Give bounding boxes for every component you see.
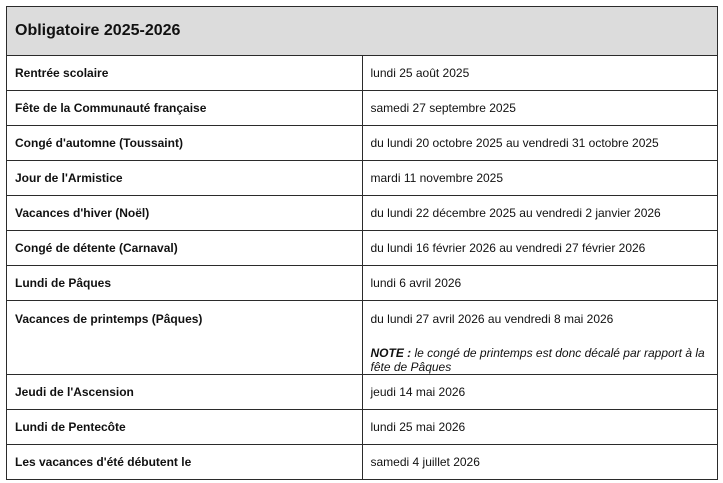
row-label: Vacances d'hiver (Noël) xyxy=(7,196,363,231)
table-row xyxy=(7,126,718,161)
table-row xyxy=(7,301,718,375)
table-row xyxy=(7,161,718,196)
note-text: le congé de printemps est donc décalé par rapport à la fête de Pâques xyxy=(370,346,705,374)
row-value: lundi 6 avril 2026 xyxy=(362,266,718,301)
row-label: Lundi de Pâques xyxy=(7,266,363,301)
row-value: du lundi 16 février 2026 au vendredi 27 février 2026 xyxy=(362,231,718,266)
table-row xyxy=(7,91,718,126)
row-value: jeudi 14 mai 2026 xyxy=(362,375,718,410)
row-label: Les vacances d'été débutent le xyxy=(7,445,363,480)
table-row xyxy=(7,445,718,480)
row-label: Jeudi de l'Ascension xyxy=(7,375,363,410)
row-label: Congé de détente (Carnaval) xyxy=(7,231,363,266)
row-value: lundi 25 août 2025 xyxy=(362,56,718,91)
row-value: mardi 11 novembre 2025 xyxy=(362,161,718,196)
table-row xyxy=(7,410,718,445)
row-label: Fête de la Communauté française xyxy=(7,91,363,126)
row-value: du lundi 22 décembre 2025 au vendredi 2 janvier 2026 xyxy=(362,196,718,231)
row-value: lundi 25 mai 2026 xyxy=(362,410,718,445)
row-label: Lundi de Pentecôte xyxy=(7,410,363,445)
table-header-row xyxy=(7,7,718,56)
calendar-table xyxy=(6,6,718,480)
table-row xyxy=(7,56,718,91)
row-value: samedi 4 juillet 2026 xyxy=(362,445,718,480)
row-value: samedi 27 septembre 2025 xyxy=(362,91,718,126)
table-row xyxy=(7,375,718,410)
row-value: du lundi 27 avril 2026 au vendredi 8 mai 2026 xyxy=(370,312,614,326)
row-label: Rentrée scolaire xyxy=(7,56,363,91)
table-row xyxy=(7,231,718,266)
row-label: Congé d'automne (Toussaint) xyxy=(7,126,363,161)
row-value: du lundi 20 octobre 2025 au vendredi 31 octobre 2025 xyxy=(362,126,718,161)
table-row xyxy=(7,266,718,301)
table-title: Obligatoire 2025-2026 xyxy=(7,7,718,56)
note-label: NOTE : xyxy=(370,346,412,360)
row-value-cell xyxy=(362,301,718,375)
note xyxy=(371,346,710,374)
row-label: Vacances de printemps (Pâques) xyxy=(7,301,363,375)
table-row xyxy=(7,196,718,231)
row-label: Jour de l'Armistice xyxy=(7,161,363,196)
